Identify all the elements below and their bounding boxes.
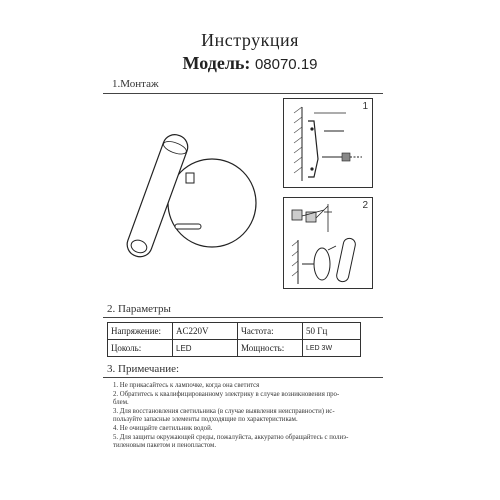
section-divider bbox=[103, 93, 383, 94]
param-key: Частота: bbox=[238, 323, 303, 340]
param-value: LED 3W bbox=[303, 340, 361, 357]
note-line: тиленовым пакетом и пенопластом. bbox=[113, 442, 217, 450]
wall-lamp-illustration bbox=[100, 128, 260, 263]
section-parameters-title: 2. Параметры bbox=[107, 303, 171, 315]
model-number: 08070.19 bbox=[254, 56, 318, 73]
note-line: блем. bbox=[113, 399, 129, 407]
note-line: 4. Не очищайте светильник водой. bbox=[113, 424, 213, 432]
param-key: Цоколь: bbox=[108, 340, 173, 357]
mounting-step-2-box bbox=[283, 197, 373, 289]
table-row bbox=[108, 323, 361, 340]
param-value: AC220V bbox=[173, 323, 238, 340]
note-line: 1. Не прикасайтесь к лампочке, когда она светится bbox=[113, 382, 260, 389]
note-line: 2. Обратитесь к квалифицированному электрику в случае возникновения про- bbox=[113, 390, 340, 398]
lamp-assembly-icon bbox=[284, 198, 372, 288]
figure-number-2: 2 bbox=[362, 200, 368, 211]
parameters-table bbox=[107, 322, 361, 357]
note-line: 5. Для защиты окружающей среды, пожалуйста, аккуратно обращайтесь с полиэ- bbox=[113, 433, 349, 441]
figure-number-1: 1 bbox=[362, 101, 368, 112]
section-divider bbox=[103, 377, 383, 378]
document-title: Инструкция bbox=[201, 30, 299, 50]
note-line: пользуйте запасные элементы подходящие по характеристикам. bbox=[113, 416, 298, 424]
param-key: Мощность: bbox=[238, 340, 303, 357]
section-notes-title: 3. Примечание: bbox=[107, 363, 180, 375]
note-line: 3. Для восстановления светильника (в случае выявления неисправности) ис- bbox=[113, 407, 335, 415]
param-value: 50 Гц bbox=[303, 323, 361, 340]
param-value: LED bbox=[173, 340, 238, 357]
mounting-step-1-box bbox=[283, 98, 373, 188]
model-label: Модель: bbox=[182, 53, 251, 73]
section-mounting-title: 1.Монтаж bbox=[112, 78, 159, 90]
section-divider bbox=[103, 317, 383, 318]
notes-list bbox=[113, 382, 383, 451]
wall-mount-bracket-icon bbox=[284, 99, 372, 187]
table-row bbox=[108, 340, 361, 357]
model-line bbox=[0, 53, 500, 74]
param-key: Напряжение: bbox=[108, 323, 173, 340]
